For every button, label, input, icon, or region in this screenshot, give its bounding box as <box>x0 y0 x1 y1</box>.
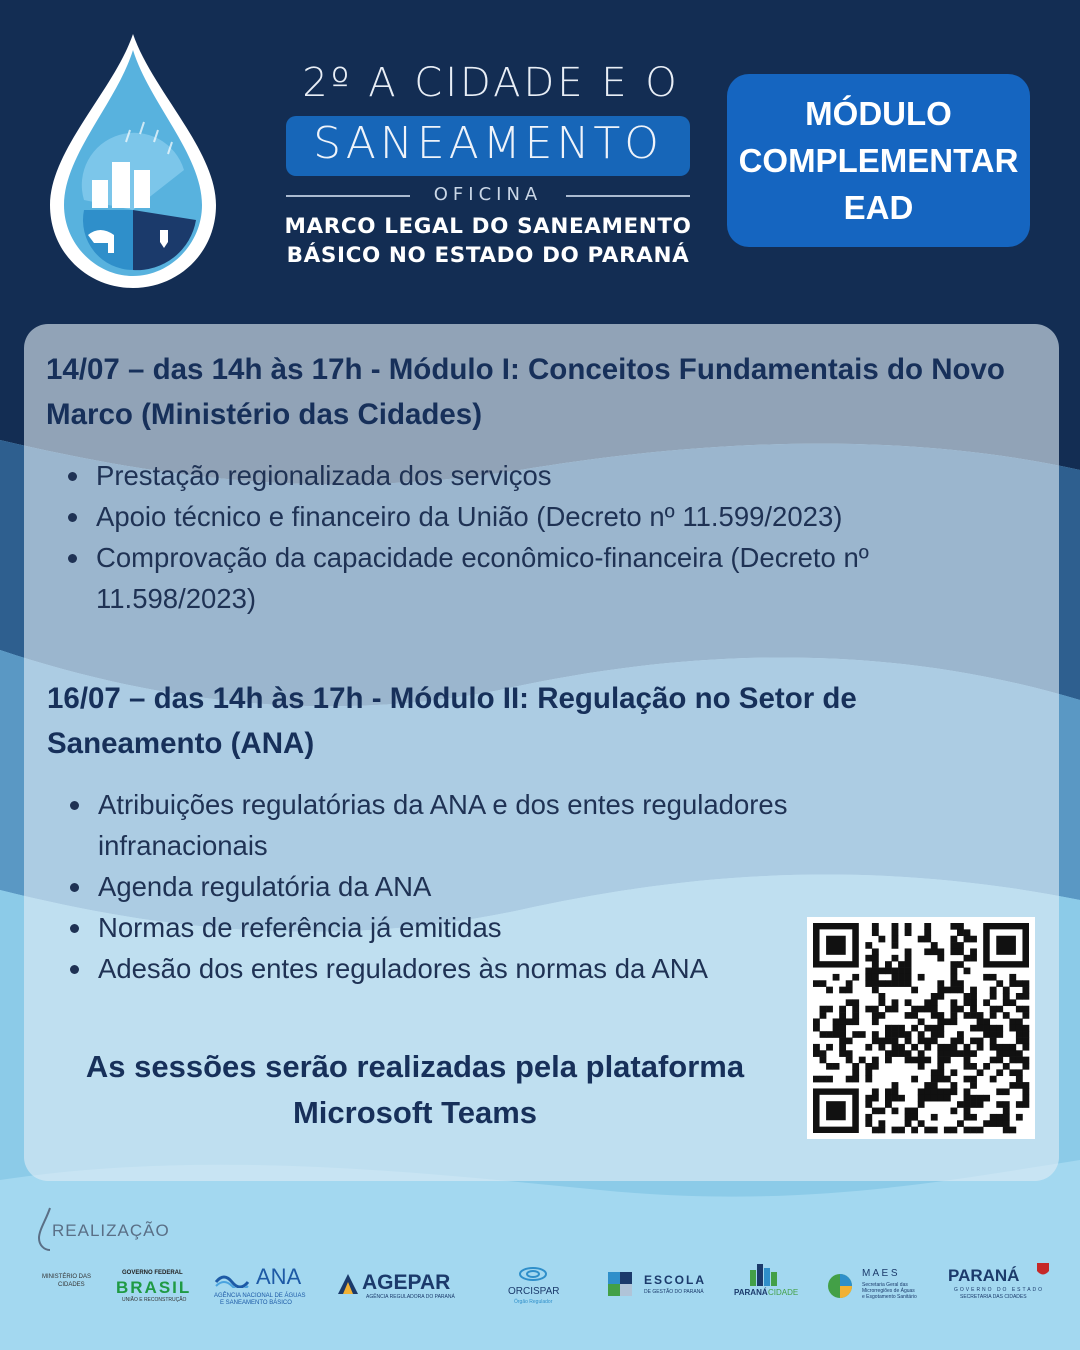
ana-wave-icon <box>214 1268 254 1288</box>
escola-icon <box>604 1268 636 1300</box>
list-item: Apoio técnico e financeiro da União (Decreto nº 11.599/2023) <box>66 496 966 537</box>
logo-orcispar: ORCISPAR Órgão Regulador <box>500 1260 570 1320</box>
list-item: Comprovação da capacidade econômico-financeira (Decreto nº 11.598/2023) <box>66 537 966 619</box>
oficina-label: OFICINA <box>433 184 543 205</box>
list-item: Adesão dos entes reguladores às normas da ANA <box>68 948 868 989</box>
title-line-2: SANEAMENTO <box>313 118 663 169</box>
subtitle-line-1: MARCO LEGAL DO SANEAMENTO <box>284 214 692 239</box>
logo-parana-governo: PARANÁ GOVERNO DO ESTADO SECRETARIA DAS CIDADES <box>948 1260 1058 1320</box>
title-line-1: 2º A CIDADE E O <box>302 60 680 106</box>
logo-agepar: AGEPAR AGÊNCIA REGULADORA DO PARANÁ <box>336 1260 470 1320</box>
orcispar-ripple-icon <box>518 1260 548 1282</box>
module-badge-label: MÓDULO COMPLEMENTAR EAD <box>738 95 1019 226</box>
module-2-heading: 16/07 – das 14h às 17h - Módulo II: Regulação no Setor de Saneamento (ANA) <box>47 682 857 760</box>
subtitle-line-2: BÁSICO NO ESTADO DO PARANÁ <box>286 243 690 268</box>
qr-code[interactable] <box>807 917 1035 1139</box>
logo-parana-cidade: PARANÁ CIDADE <box>732 1260 802 1320</box>
maes-drop-icon <box>826 1268 854 1300</box>
water-drop-logo <box>44 30 222 292</box>
subtitle <box>270 212 706 270</box>
realizacao-label: REALIZAÇÃO <box>52 1221 170 1240</box>
list-item: Agenda regulatória da ANA <box>68 866 868 907</box>
list-item: Atribuições regulatórias da ANA e dos entes reguladores infranacionais <box>68 784 868 866</box>
parana-shield-icon <box>1036 1262 1050 1278</box>
platform-note: As sessões serão realizadas pela plataforma Microsoft Teams <box>85 1049 745 1130</box>
logo-maes: M A E S Secretaria Geral das Microrregiões de Águas e Esgotamento Sanitário <box>826 1260 936 1320</box>
module-1-topics <box>66 455 966 619</box>
agepar-triangle-icon <box>336 1272 360 1296</box>
module-2-topics <box>68 784 868 989</box>
logo-ana: ANA AGÊNCIA NACIONAL DE ÁGUAS E SANEAMENTO BÁSICO <box>214 1264 306 1306</box>
oficina-divider <box>286 182 690 208</box>
list-item: Prestação regionalizada dos serviços <box>66 455 966 496</box>
list-item: Normas de referência já emitidas <box>68 907 868 948</box>
logo-ministerio-cidades: MINISTÉRIO DAS CIDADES GOVERNO FEDERAL BRASIL UNIÃO E RECONSTRUÇÃO <box>42 1270 192 1303</box>
logo-escola-gestao: ESCOLA DE GESTÃO DO PARANÁ <box>604 1260 714 1320</box>
divider-line-right <box>566 195 690 197</box>
module-1-heading: 14/07 – das 14h às 17h - Módulo I: Conceitos Fundamentais do Novo Marco (Ministério das Cidades) <box>46 353 1005 431</box>
parana-cidade-icon <box>748 1262 782 1286</box>
module-badge <box>727 74 1030 247</box>
partner-logos <box>30 1260 1060 1320</box>
